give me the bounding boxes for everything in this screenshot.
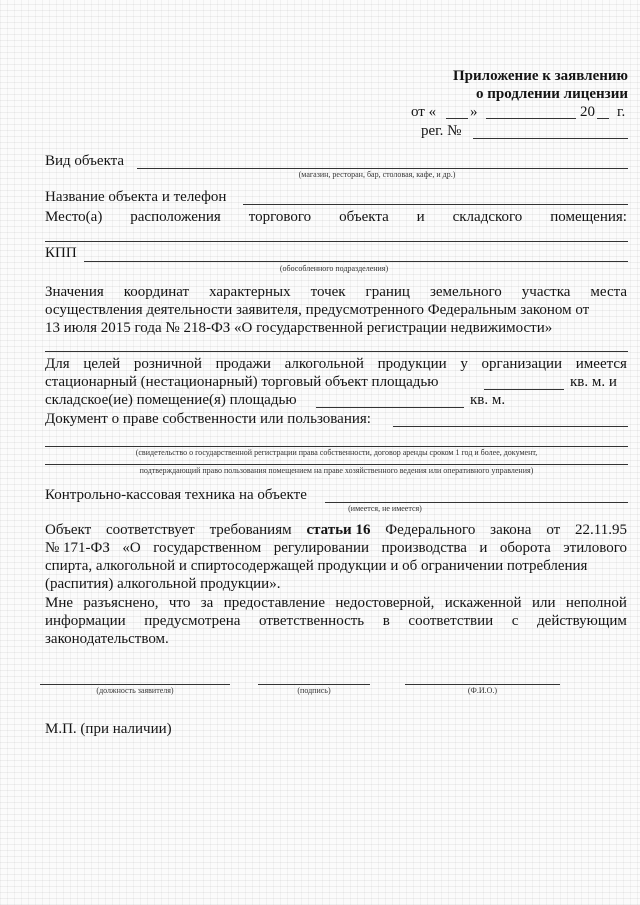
- location-label: Место(а) расположения торгового объекта и складского помещения:: [45, 209, 627, 225]
- kpp-hint: (обособленного подразделения): [279, 264, 389, 273]
- coordinates-line2: осуществления деятельности заявителя, предусмотренного Федеральным законом от: [45, 302, 590, 318]
- ownership-doc-field-2[interactable]: [45, 446, 628, 447]
- compliance-line4: (распития) алкогольной продукции».: [45, 576, 281, 592]
- ownership-doc-field[interactable]: [393, 426, 628, 427]
- kkt-field[interactable]: [325, 502, 628, 503]
- coordinates-field[interactable]: [45, 351, 628, 352]
- object-type-field[interactable]: [137, 168, 628, 169]
- ownership-doc-hint1: (свидетельство о государственной регистрации права собственности, договор аренды сроком 1 год и более, документ,: [135, 448, 538, 457]
- ownership-doc-hint2: подтверждающий право пользования помещением на праве хозяйственного ведения или оперативного управления): [139, 466, 534, 475]
- kpp-label: КПП: [45, 245, 77, 261]
- object-name-field[interactable]: [243, 204, 628, 205]
- compliance-line3: спирта, алкогольной и спиртосодержащей продукции и об ограничении потребления: [45, 558, 588, 574]
- object-name-label: Название объекта и телефон: [45, 189, 227, 205]
- compliance-line6: информации предусмотрена ответственность в соответствии с действующим: [45, 613, 627, 629]
- header-title-line2: о продлении лицензии: [476, 86, 628, 102]
- kkt-hint: (имеется, не имеется): [348, 504, 422, 513]
- date-month-field[interactable]: [486, 118, 576, 119]
- position-hint: (должность заявителя): [96, 686, 174, 695]
- compliance-line5: Мне разъяснено, что за предоставление недостоверной, искаженной или неполной: [45, 595, 627, 611]
- date-prefix: от «: [411, 104, 437, 120]
- date-suffix: г.: [617, 104, 626, 120]
- retail-area-field[interactable]: [484, 389, 564, 390]
- ownership-doc-field-3[interactable]: [45, 464, 628, 465]
- date-mid: »: [470, 104, 478, 120]
- ownership-doc-label: Документ о праве собственности или пользования:: [45, 411, 371, 427]
- retail-line1: Для целей розничной продажи алкогольной продукции у организации имеется: [45, 356, 627, 372]
- kpp-field[interactable]: [84, 261, 628, 262]
- coordinates-line1: Значения координат характерных точек границ земельного участка места: [45, 284, 627, 300]
- header-title-line1: Приложение к заявлению: [453, 68, 628, 84]
- object-type-label: Вид объекта: [45, 153, 125, 169]
- kkt-label: Контрольно-кассовая техника на объекте: [45, 487, 307, 503]
- reg-number-field[interactable]: [473, 138, 628, 139]
- compliance-line2: № 171-ФЗ «О государственном регулировании производства и оборота этилового: [45, 540, 627, 556]
- date-day-field[interactable]: [446, 118, 468, 119]
- date-year-prefix: 20: [580, 104, 595, 120]
- retail-line2a: стационарный (нестационарный) торговый объект площадью: [45, 374, 439, 390]
- compliance-line7: законодательством.: [45, 631, 169, 647]
- date-year-field[interactable]: [597, 118, 609, 119]
- stamp-note: М.П. (при наличии): [45, 721, 172, 737]
- reg-label: рег. №: [421, 123, 462, 139]
- location-field[interactable]: [45, 241, 628, 242]
- position-field[interactable]: [40, 684, 230, 685]
- retail-line3a: складское(ие) помещение(я) площадью: [45, 392, 297, 408]
- retail-line3b: кв. м.: [470, 392, 506, 408]
- coordinates-line3: 13 июля 2015 года № 218-ФЗ «О государственной регистрации недвижимости»: [45, 320, 553, 336]
- full-name-hint: (Ф.И.О.): [467, 686, 498, 695]
- object-type-hint: (магазин, ресторан, бар, столовая, кафе, и др.): [298, 170, 456, 179]
- warehouse-area-field[interactable]: [316, 407, 464, 408]
- full-name-field[interactable]: [405, 684, 560, 685]
- retail-line2b: кв. м. и: [570, 374, 617, 390]
- signature-hint: (подпись): [297, 686, 331, 695]
- signature-field[interactable]: [258, 684, 370, 685]
- compliance-line1: Объект соответствует требованиям статьи 16 Федерального закона от 22.11.95: [45, 522, 627, 538]
